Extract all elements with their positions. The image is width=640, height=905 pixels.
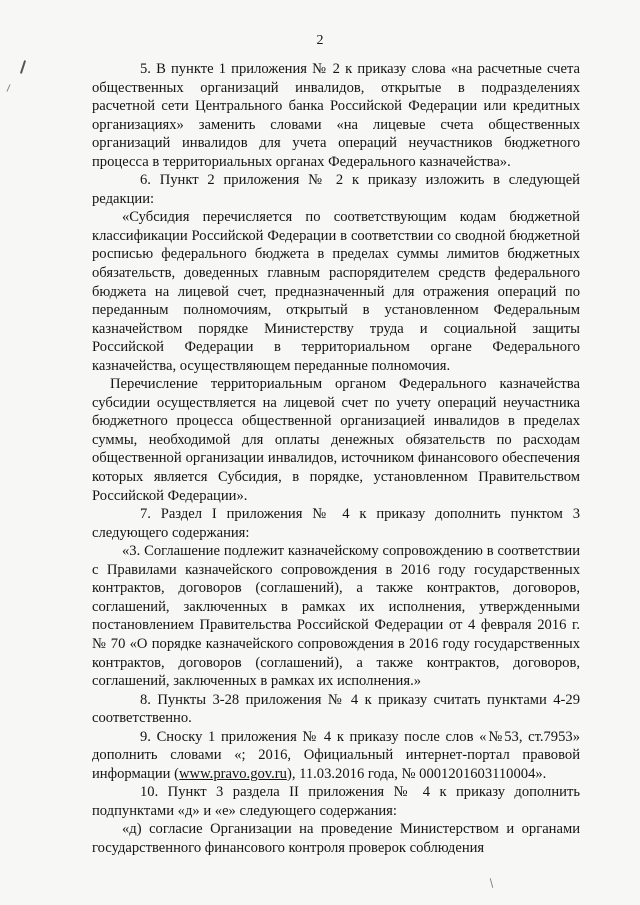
scan-artifact-mark — [20, 60, 26, 74]
paragraph-agreement-quote: «3. Соглашение подлежит казначейскому сопровождению в соответствии с Правилами казначейского сопровождения в 2016 году государственных контрактов, договоров (соглашений), а также контрактов, договоров, соглашений, заключенных в рамках их исполнения, утвержденными постановлением Правительства Российской Федерации от 4 февраля 2016 г. № 70 «О порядке казначейского сопровождения в 2016 году государственных контрактов, договоров (соглашений), а также контрактов, договоров, соглашений, заключенных в рамках их исполнения.» — [92, 543, 580, 690]
paragraph-item-10: 10. Пункт 3 раздела II приложения № 4 к приказу дополнить подпунктами «д» и «е» следующего содержания: — [92, 784, 580, 819]
paragraph-item-9-text-start: 9. Сноску 1 приложения № 4 к приказу после слов «№53, ст.7953» дополнить словами «; 2016, Официальный интернет-портал правовой информации ( — [92, 728, 580, 782]
page-number: 2 — [316, 33, 324, 48]
paragraph-item-9-text-end: ), 11.03.2016 года, № 0001201603110004». — [286, 765, 547, 782]
scan-artifact-mark — [490, 878, 494, 888]
paragraph-item-9 — [92, 728, 580, 784]
paragraph-subsidy-quote: «Субсидия перечисляется по соответствующим кодам бюджетной классификации Российской Федерации в соответствии со сводной бюджетной росписью федерального бюджета в пределах суммы лимитов бюджетных обязательств, доведенных главным распорядителем средств федерального бюджета на лицевой счет, предназначенный для отражения операций по переданным полномочиям, открытый в установленном Федеральным казначейством порядке Министерству труда и социальной защиты Российской Федерации в территориальном органе Федерального казначейства, осуществляющем переданные полномочия. — [92, 209, 580, 374]
paragraph-item-6: 6. Пункт 2 приложения № 2 к приказу изложить в следующей редакции: — [92, 172, 580, 207]
paragraph-item-8: 8. Пункты 3-28 приложения № 4 к приказу считать пунктами 4-29 соответственно. — [92, 691, 580, 727]
paragraph-item-5: 5. В пункте 1 приложения № 2 к приказу слова «на расчетные счета общественных организаций инвалидов, открытые в подразделениях расчетной сети Центрального банка Российской Федерации или кредитных организациях» заменить словами «на лицевые счета общественных организаций инвалидов для учета операций неучастников бюджетного процесса в территориальных органах Федерального казначейства». — [92, 61, 580, 170]
paragraph-item-7: 7. Раздел I приложения № 4 к приказу дополнить пунктом 3 следующего содержания: — [92, 506, 580, 541]
paragraph-subsidy-transfer: Перечисление территориальным органом Федерального казначейства субсидии осуществляется на лицевой счет по учету операций неучастника бюджетного процесса общественной организацией инвалидов в пределах суммы, необходимой для оплаты денежных обязательств по расходам общественной организации инвалидов, источником финансового обеспечения которых является Субсидия, в порядке, установленном Правительством Российской Федерации». — [92, 376, 580, 504]
document-body — [92, 60, 580, 858]
paragraph-subitem-d: «д) согласие Организации на проведение Министерством и органами государственного финансового контроля проверок соблюдения — [92, 821, 580, 856]
pravo-gov-link[interactable]: www.pravo.gov.ru — [179, 765, 287, 782]
scan-artifact-mark — [6, 84, 10, 92]
